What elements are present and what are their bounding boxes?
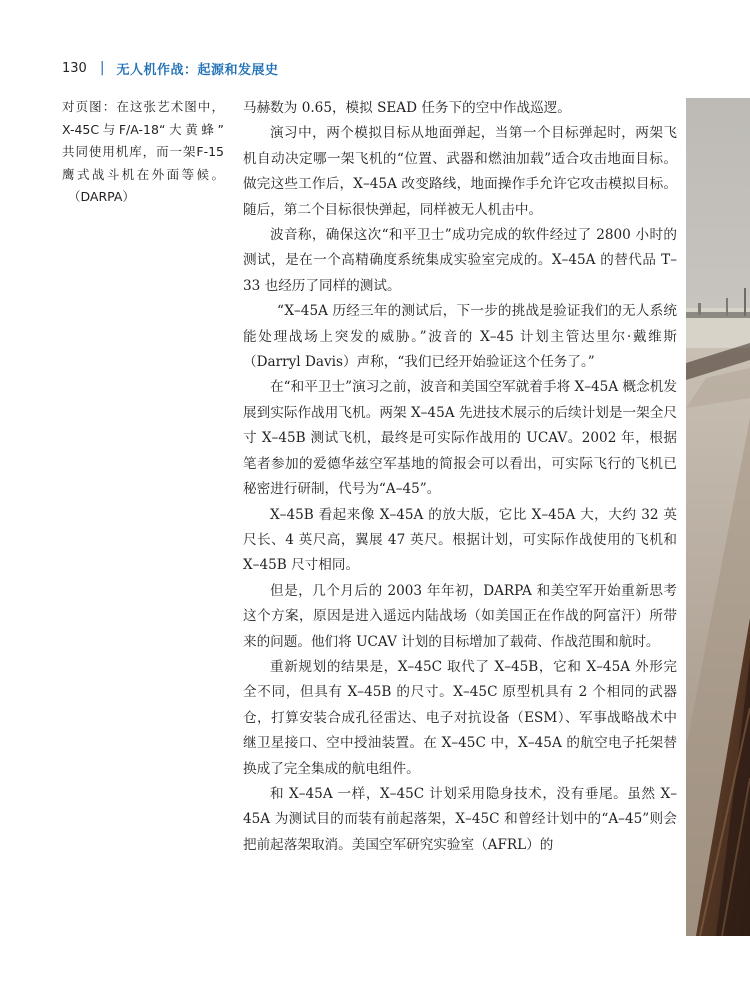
paragraph: X–45B 看起来像 X–45A 的放大版，它比 X–45A 大，大约 32 英尺长、4 英尺高，翼展 47 英尺。根据计划，可实际作战使用的飞机和 X–45B 尺寸相同。: [243, 506, 677, 574]
paragraph: 在“和平卫士”演习之前，波音和美国空军就着手将 X–45A 概念机发展到实际作战用飞机。两架 X–45A 先进技术展示的后续计划是一架全尺寸 X–45B 测试飞机，最终是可实际作战用的 UCAV。2002 年，根据笔者参加的爱德华兹空军基地的简报会可以看出，可实际飞行的飞机已秘密进行研制，代号为“A–45”。: [243, 379, 677, 498]
figure-caption: [62, 96, 224, 209]
caption-line: 鹰式战斗机在外面等候。: [62, 166, 224, 182]
caption-credit: （DARPA）: [68, 189, 135, 204]
page-header: [62, 58, 279, 78]
body-text: [243, 96, 677, 858]
hangar-photo: [686, 98, 750, 936]
book-title: 无人机作战：起源和发展史: [116, 62, 279, 78]
caption-line: 共同使用机库，而一架F-15: [62, 144, 224, 159]
page-number: 130: [62, 60, 87, 76]
hangar-photo-icon: [686, 98, 750, 936]
paragraph: 波音称，确保这次“和平卫士”成功完成的软件经过了 2800 小时的测试，是在一个高精确度系统集成实验室完成的。X–45A 的替代品 T–33 也经历了同样的测试。: [243, 227, 677, 294]
caption-line: X-45C与F/A-18“大黄蜂”: [62, 121, 224, 137]
paragraph: 重新规划的结果是，X–45C 取代了 X–45B，它和 X–45A 外形完全不同，但具有 X–45B 的尺寸。X–45C 原型机具有 2 个相同的武器仓，打算安装合成孔径雷达、电子对抗设备（ESM）、军事战略战术中继卫星接口、空中授油装置。在 X–45C 中，X–45A 的航空电子托架替换成了完全集成的航电组件。: [243, 658, 677, 777]
paragraph: “X–45A 历经三年的测试后，下一步的挑战是验证我们的无人系统能处理战场上突发的威胁。”波音的 X–45 计划主管达里尔·戴维斯（Darryl Davis）声称，“我们已经开始验证这个任务了。”: [243, 303, 677, 371]
caption-line: 对页图：在这张艺术图中，: [62, 99, 224, 114]
paragraph: 马赫数为 0.65，模拟 SEAD 任务下的空中作战巡逻。: [243, 100, 571, 116]
paragraph: 和 X–45A 一样，X–45C 计划采用隐身技术，没有垂尾。虽然 X–45A 为测试目的而装有前起落架，X–45C 和曾经计划中的“A–45”则会把前起落架取消。美国空军研究实验室（AFRL）的: [243, 785, 677, 853]
paragraph: 演习中，两个模拟目标从地面弹起，当第一个目标弹起时，两架飞机自动决定哪一架飞机的“位置、武器和燃油加载”适合攻击地面目标。做完这些工作后，X–45A 改变路线，地面操作手允许它攻击模拟目标。随后，第二个目标很快弹起，同样被无人机击中。: [243, 125, 677, 218]
paragraph: 但是，几个月后的 2003 年年初，DARPA 和美空军开始重新思考这个方案，原因是进入遥远内陆战场（如美国正在作战的阿富汗）所带来的问题。他们将 UCAV 计划的目标增加了载荷、作战范围和航时。: [243, 582, 677, 650]
header-separator: |: [99, 60, 105, 76]
